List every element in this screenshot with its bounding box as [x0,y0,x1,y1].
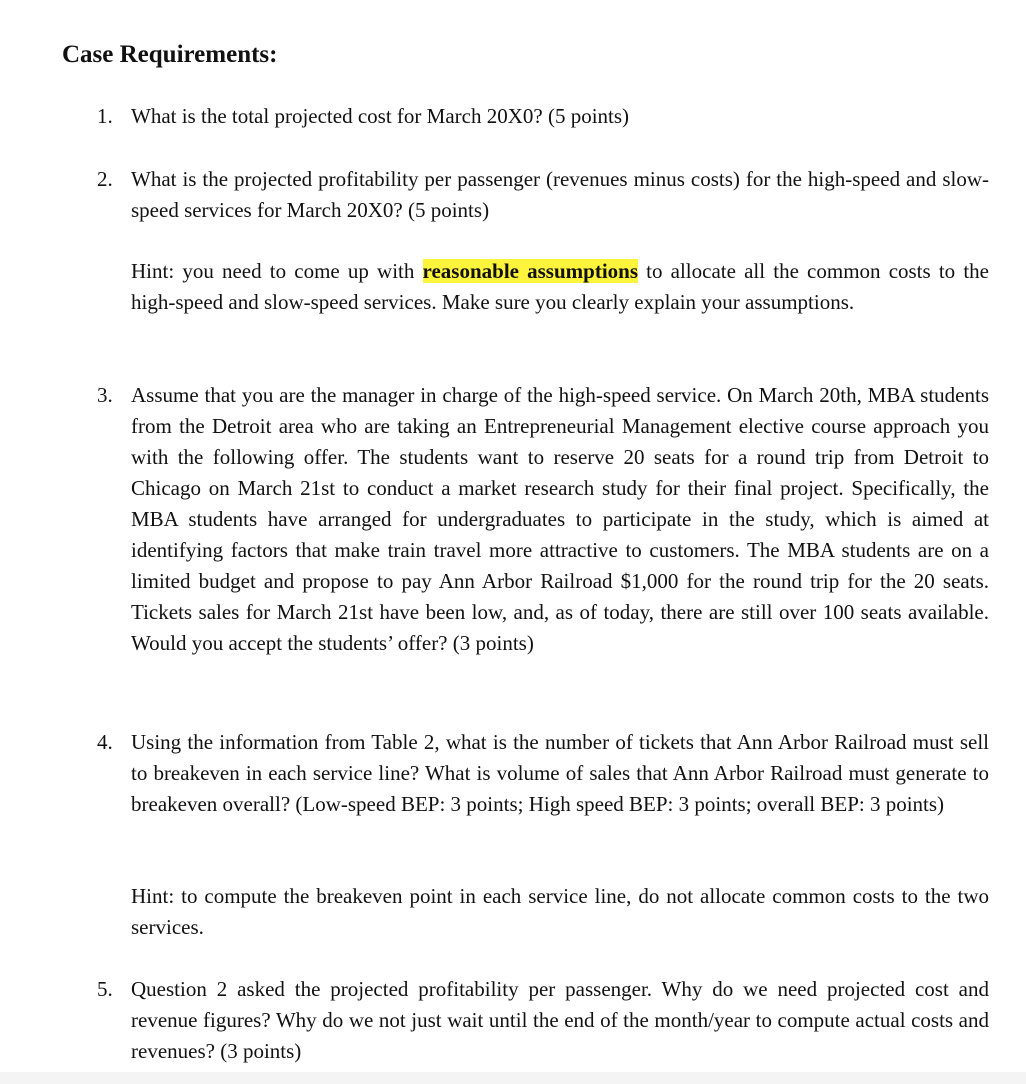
page-title: Case Requirements: [62,41,278,68]
question-4-hint: Hint: to compute the breakeven point in each service line, do not allocate common costs to the two services. [131,884,989,939]
question-2-hint [131,256,989,318]
page-bottom-edge [0,1072,1026,1084]
question-2-number: 2. [97,167,113,191]
question-5-number: 5. [97,977,113,1001]
question-1-text: What is the total projected cost for March 20X0? (5 points) [131,104,630,128]
question-4-text: Using the information from Table 2, what is the number of tickets that Ann Arbor Railroad must sell to breakeven in each service line? What is volume of sales that Ann Arbor Railroad must generate to breakeven overall? (Low-speed BEP: 3 points; High speed BEP: 3 points; overall BEP: 3 points) [131,730,989,816]
question-3-text: Assume that you are the manager in charge of the high-speed service. On March 20th, MBA students from the Detroit area who are taking an Entrepreneurial Management elective course approach you with the following offer. The students want to reserve 20 seats for a round trip from Detroit to Chicago on March 21st to conduct a market research study for their final project. Specifically, the MBA students have arranged for undergraduates to participate in the study, which is aimed at identifying factors that make train travel more attractive to customers. The MBA students are on a limited budget and propose to pay Ann Arbor Railroad $1,000 for the round trip for the 20 seats. Tickets sales for March 21st have been low, and, as of today, there are still over 100 seats available. Would you accept the students’ offer? (3 points) [131,383,989,655]
highlighted-phrase: reasonable assumptions [422,259,639,283]
question-5-text: Question 2 asked the projected profitability per passenger. Why do we need projected cost and revenue figures? Why do we not just wait until the end of the month/year to compute actual costs and revenues? (3 points) [131,977,989,1063]
question-3-number: 3. [97,383,113,407]
hint-prefix: Hint: you need to come up with [131,259,423,283]
question-2-text: What is the projected profitability per passenger (revenues minus costs) for the high-speed and slow-speed services for March 20X0? (5 points) [131,167,989,222]
hint-suffix: to allocate all the common costs to the high-speed and slow-speed services. Make sure you clearly explain your assumptions. [131,259,989,314]
question-1-number: 1. [97,104,113,128]
question-4-number: 4. [97,730,113,754]
